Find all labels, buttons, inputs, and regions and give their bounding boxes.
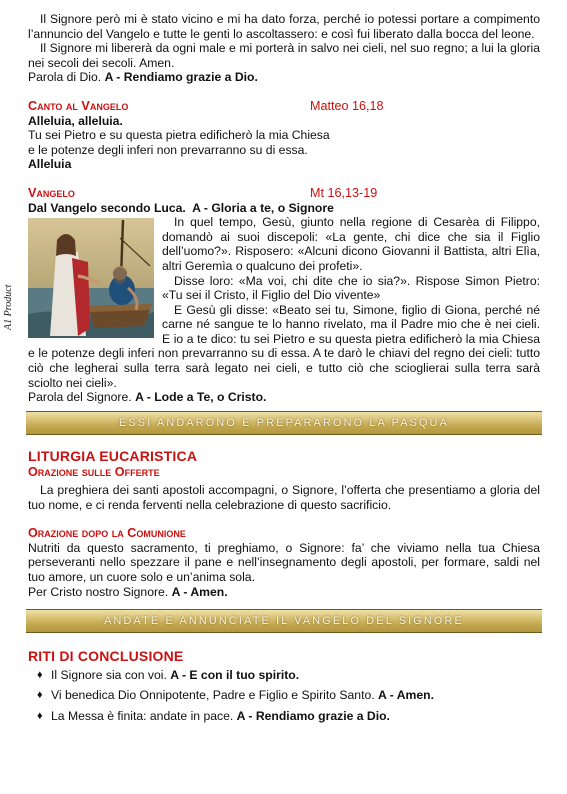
banner-vangelo: ANDATE E ANNUNCIATE IL VANGELO DEL SIGNORE	[26, 609, 542, 633]
gospel-intro-text: Dal Vangelo secondo Luca.	[28, 200, 186, 215]
response: A - Amen.	[378, 688, 434, 703]
paragraph: E Gesù gli disse: «Beato sei tu, Simone, figlio di Giona, perché né carne né sangue te lo hanno rivelato, ma il Padre mio che è nei cieli. E io a te dico: tu sei Pietro e su questa pietra edificherò la mia Chiesa e le potenze degli inferi non prevarranno su di essa. A te darò le chiavi del regno dei cieli: tutto ciò che legherai sulla terra sarà legato nei cieli, e tutto ciò che scioglierai sulla terra sarà sciolto nei cieli».	[28, 302, 540, 390]
list-item-content	[51, 709, 390, 724]
vangelo-section	[28, 186, 540, 405]
closing-line	[28, 70, 540, 85]
list-item	[37, 688, 540, 703]
scripture-ref: Mt 16,13-19	[310, 185, 378, 200]
subsection-heading	[28, 526, 540, 541]
paragraph: Disse loro: «Ma voi, chi dite che io sia?». Rispose Simon Pietro: «Tu sei il Cristo, il Figlio del Dio vivente»	[162, 273, 540, 303]
list-item	[37, 668, 540, 683]
closing-text: Parola di Dio.	[28, 70, 102, 85]
section-title: Vangelo	[28, 185, 75, 200]
item-text: La Messa è finita: andate in pace.	[51, 708, 234, 723]
paragraph: Il Signore però mi è stato vicino e mi ha dato forza, perché io potessi portare a compimento l’annuncio del Vangelo e tutte le genti lo ascoltassero: e così fui liberato dalla bocca del leone.	[28, 12, 540, 41]
rite-list	[28, 668, 540, 724]
item-text: Vi benedica Dio Onnipotente, Padre e Figlio e Spirito Santo.	[51, 688, 375, 703]
section-heading	[28, 99, 540, 114]
alleluia-end: Alleluia	[28, 157, 72, 172]
closing-line	[28, 390, 540, 405]
list-item-content	[51, 688, 434, 703]
response: A - Rendiamo grazie a Dio.	[104, 70, 258, 85]
response: A - Lode a Te, o Cristo.	[135, 390, 267, 405]
banner-pasqua: ESSI ANDARONO E PREPARARONO LA PASQUA	[26, 411, 542, 435]
paragraph: Il Signore mi libererà da ogni male e mi porterà in salvo nei cieli, nel suo regno; a lui la gloria nei secoli dei secoli. Amen.	[28, 41, 540, 70]
riti-section	[28, 649, 540, 723]
side-label: A1 Product	[3, 284, 14, 330]
closing-text: Per Cristo nostro Signore.	[28, 584, 169, 599]
item-text: Il Signore sia con voi.	[51, 667, 167, 682]
response: A - Amen.	[171, 584, 228, 599]
alleluia: Alleluia, alleluia.	[28, 113, 123, 128]
section-heading	[28, 186, 540, 201]
page-content	[28, 12, 540, 730]
diamond-bullet-icon: ♦	[37, 668, 43, 681]
prayer-text: La preghiera dei santi apostoli accompagni, o Signore, l’offerta che presentiamo a gloria del tuo nome, e ci renda ferventi nella celebrazione di questo sacrificio.	[28, 483, 540, 512]
prayer-text: Nutriti da questo sacramento, ti preghiamo, o Signore: fa’ che viviamo nella tua Chiesa perseveranti nello spezzare il pane e nell’insegnamento degli apostoli, per formare, saldi nel tuo amore, un cuore solo e un’anima sola.	[28, 540, 540, 584]
canto-section	[28, 99, 540, 172]
liturgia-section	[28, 449, 540, 599]
response: A - E con il tuo spirito.	[170, 667, 300, 682]
list-item	[37, 709, 540, 724]
reading-end	[28, 12, 540, 85]
section-title: LITURGIA EUCARISTICA	[28, 447, 198, 464]
gospel-intro	[28, 201, 540, 216]
section-title: RITI DI CONCLUSIONE	[28, 648, 184, 665]
scripture-ref: Matteo 16,18	[310, 98, 384, 113]
subsection-title: Orazione dopo la Comunione	[28, 526, 186, 541]
verse-line: e le potenze degli inferi non prevarranno su di essa.	[28, 142, 308, 157]
paragraph: In quel tempo, Gesù, giunto nella regione di Cesarèa di Filippo, domandò ai suoi discepoli: «La gente, chi dice che sia il Figlio dell’uomo?». Risposero: «Alcuni dicono Giovanni il Battista, altri Elìa, altri Geremìa o qualcuno dei profeti».	[162, 215, 540, 273]
section-title: Canto al Vangelo	[28, 98, 129, 113]
diamond-bullet-icon: ♦	[37, 709, 43, 722]
diamond-bullet-icon: ♦	[37, 689, 43, 702]
response: A - Gloria a te, o Signore	[192, 200, 334, 215]
closing-line	[28, 585, 540, 600]
verse-line: Tu sei Pietro e su questa pietra edificherò la mia Chiesa	[28, 128, 330, 143]
response: A - Rendiamo grazie a Dio.	[236, 708, 390, 723]
list-item-content	[51, 668, 299, 683]
subsection-title: Orazione sulle Offerte	[28, 465, 160, 480]
subsection-heading	[28, 465, 540, 480]
closing-text: Parola del Signore.	[28, 390, 132, 405]
jesus-peter-boat-image	[28, 218, 154, 338]
